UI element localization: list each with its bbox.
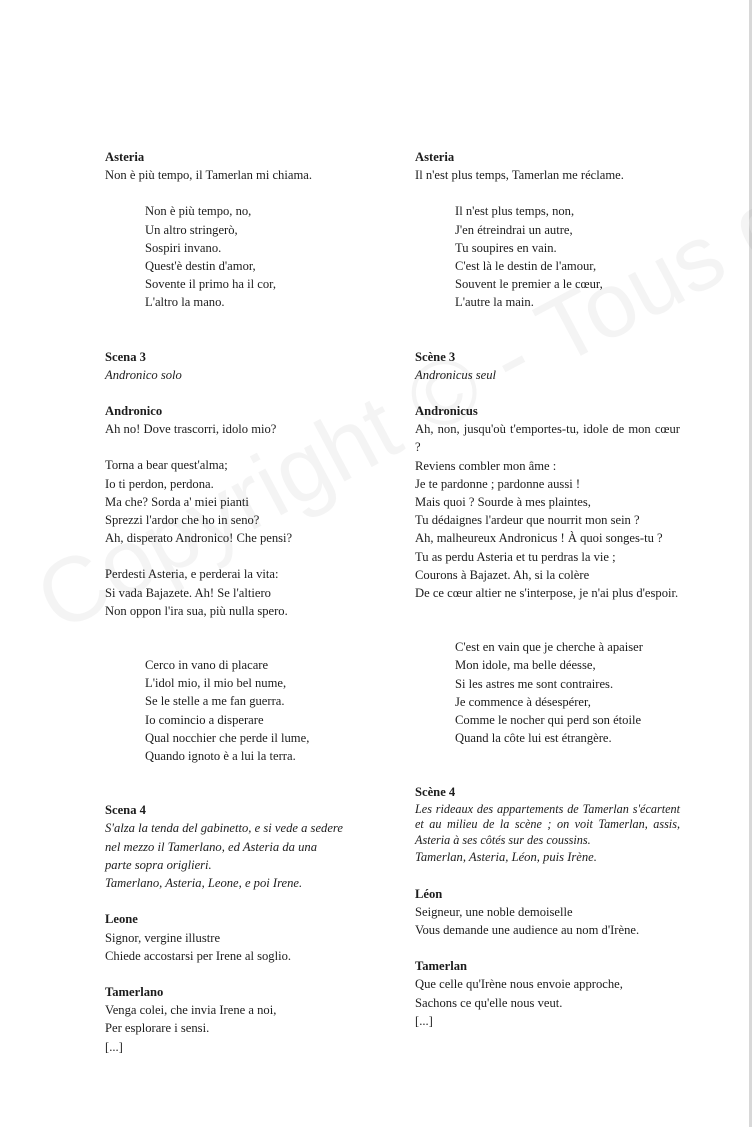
aria-asteria-it — [105, 202, 377, 311]
verse-line: J'en étreindrai un autre, — [455, 222, 573, 237]
speaker-tamerlan: Tamerlan — [415, 959, 468, 974]
speaker-asteria-fr: Asteria — [415, 150, 455, 164]
stage-line: S'alza la tenda del gabinetto, e si vede a sedere — [105, 821, 343, 836]
ellipsis: [...] — [415, 1013, 433, 1028]
stage-direction — [105, 819, 377, 892]
verse-line: Mais quoi ? Sourde à mes plaintes, — [415, 495, 591, 510]
verse-line: Il n'est plus temps, Tamerlan me réclame. — [415, 168, 624, 183]
recitative-it-2 — [105, 565, 377, 620]
scene-4-title-it: Scena 4 — [105, 803, 146, 818]
stage-direction: Les rideaux des appartements de Tamerlan s'écartent et au milieu de la scène ; on voit Tamerlan, assis, Asteria à ses côtés sur des coussins. — [415, 801, 680, 847]
verse-line: Si les astres me sont contraires. — [455, 676, 614, 691]
verse-line: Souvent le premier a le cœur, — [455, 277, 603, 292]
verse-line: Sprezzi l'ardor che ho in seno? — [105, 513, 260, 528]
character-list: Tamerlan, Asteria, Léon, puis Irène. — [415, 850, 597, 865]
verse-line: Je commence à désespérer, — [455, 694, 591, 709]
verse-line: Reviens combler mon âme : — [415, 458, 557, 473]
verse-line: Quand la côte lui est étrangère. — [455, 731, 612, 746]
speaker-leon: Léon — [415, 886, 443, 901]
speaker-andronico: Andronico — [105, 404, 163, 419]
stage-direction: Andronico solo — [105, 367, 182, 382]
scene-3-title-fr: Scène 3 — [415, 349, 456, 364]
verse-line: Tu as perdu Asteria et tu perdras la vie ; — [415, 549, 616, 564]
aria-asteria-fr — [415, 202, 680, 311]
speaker-andronicus: Andronicus — [415, 404, 478, 419]
verse-line: Quando ignoto è a lui la terra. — [145, 749, 296, 764]
verse-line: Non oppon l'ira sua, più nulla spero. — [105, 603, 288, 618]
scene-4-title-fr: Scène 4 — [415, 785, 456, 800]
verse-line: Sospiri invano. — [145, 240, 222, 255]
verse-line: De ce cœur altier ne s'interpose, je n'ai plus d'espoir. — [415, 586, 679, 601]
french-column — [415, 148, 680, 1030]
verse-line: Quest'è destin d'amor, — [145, 259, 256, 274]
verse-line: Se le stelle a me fan guerra. — [145, 694, 285, 709]
stage-line: nel mezzo il Tamerlano, ed Asteria da una — [105, 839, 317, 854]
aria-andronico-it — [105, 656, 377, 765]
stage-line: parte sopra origlieri. — [105, 857, 212, 872]
verse-line: L'idol mio, il mio bel nume, — [145, 676, 287, 691]
verse-line: Mon idole, ma belle déesse, — [455, 658, 596, 673]
verse-line: Ah, malheureux Andronicus ! À quoi songes-tu ? — [415, 531, 663, 546]
aria-andronicus-fr — [415, 638, 680, 747]
verse-line: Courons à Bajazet. Ah, si la colère — [415, 567, 590, 582]
verse-line: Signor, vergine illustre — [105, 930, 221, 945]
verse-line: Ah no! Dove trascorri, idolo mio? — [105, 422, 277, 437]
verse-line: Seigneur, une noble demoiselle — [415, 904, 573, 919]
verse-line: Ah, disperato Andronico! Che pensi? — [105, 531, 293, 546]
verse-line: Venga colei, che invia Irene a noi, — [105, 1003, 277, 1018]
ellipsis: [...] — [105, 1039, 123, 1054]
speaker-leone: Leone — [105, 912, 138, 927]
verse-line: Chiede accostarsi per Irene al soglio. — [105, 948, 292, 963]
verse-line: Que celle qu'Irène nous envoie approche, — [415, 977, 623, 992]
speaker-asteria-it: Asteria — [105, 150, 145, 164]
verse-line: C'est là le destin de l'amour, — [455, 259, 597, 274]
verse-line: Si vada Bajazete. Ah! Se l'altiero — [105, 585, 271, 600]
verse-line: Non è più tempo, no, — [145, 204, 252, 219]
verse-line: Sovente il primo ha il cor, — [145, 277, 277, 292]
verse-line: L'autre la main. — [455, 295, 534, 310]
scene-3-title-it: Scena 3 — [105, 349, 146, 364]
speaker-tamerlano: Tamerlano — [105, 984, 164, 999]
verse-line: Ma che? Sorda a' miei pianti — [105, 494, 249, 509]
verse-line: Io ti perdon, perdona. — [105, 476, 214, 491]
verse-line: C'est en vain que je cherche à apaiser — [455, 640, 643, 655]
verse-line: Je te pardonne ; pardonne aussi ! — [415, 476, 581, 491]
verse-line: Io comincio a disperare — [145, 712, 264, 727]
verse-line: Sachons ce qu'elle nous veut. — [415, 995, 563, 1010]
verse-line: Il n'est plus temps, non, — [455, 204, 575, 219]
verse-line: Tu dédaignes l'ardeur que nourrit mon sein ? — [415, 513, 640, 528]
verse-line: Ah, non, jusqu'où t'emportes-tu, idole de mon cœur ? — [415, 422, 680, 455]
character-list: Tamerlano, Asteria, Leone, e poi Irene. — [105, 876, 303, 891]
verse-line: Perdesti Asteria, e perderai la vita: — [105, 567, 279, 582]
verse-line: Vous demande une audience au nom d'Irène. — [415, 923, 640, 938]
recitative-it — [105, 456, 377, 547]
verse-line: Non è più tempo, il Tamerlan mi chiama. — [105, 168, 312, 183]
verse-line: Comme le nocher qui perd son étoile — [455, 713, 642, 728]
verse-line: Per esplorare i sensi. — [105, 1021, 210, 1036]
stage-direction: Andronicus seul — [415, 367, 497, 382]
verse-line: Torna a bear quest'alma; — [105, 458, 228, 473]
verse-line: L'altro la mano. — [145, 295, 225, 310]
italian-column — [105, 148, 377, 1056]
verse-line: Qual nocchier che perde il lume, — [145, 730, 310, 745]
verse-line: Cerco in vano di placare — [145, 658, 269, 673]
verse-line: Un altro stringerò, — [145, 222, 238, 237]
verse-line: Tu soupires en vain. — [455, 240, 557, 255]
